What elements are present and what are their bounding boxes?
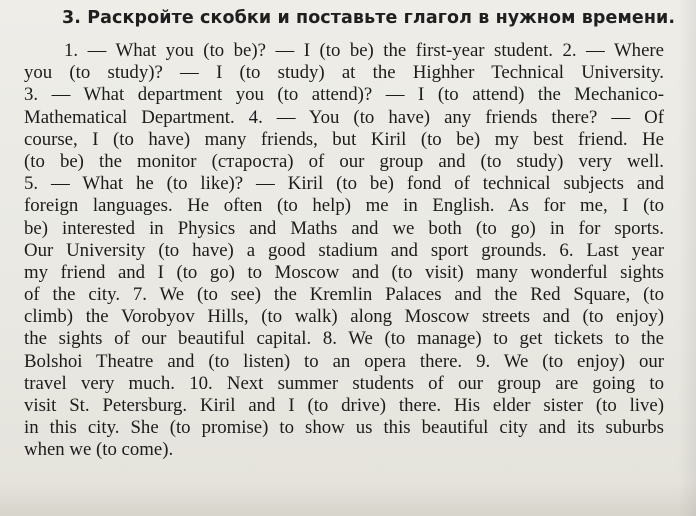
text-line: visit St. Petersburg. Kiril and I (to drive) there. His elder sister (to live) (24, 395, 664, 416)
text-line: climb) the Vorobyov Hills, (to walk) along Moscow streets and (to enjoy) (24, 306, 664, 328)
text-line: travel very much. 10. Next summer students of our group are going to (24, 372, 664, 394)
text-line: you (to study)? — I (to study) at the Highher Technical University. (24, 62, 664, 84)
text-line: of the city. 7. We (to see) the Kremlin Palaces and the Red Square, (to (24, 284, 664, 306)
text-line: be) interested in Physics and Maths and we both (to go) in for sports. (24, 217, 664, 239)
text-line: my friend and I (to go) to Moscow and (to visit) many wonderful sights (24, 261, 664, 283)
text-line: Mathematical Department. 4. — You (to have) any friends there? — Of (24, 106, 664, 128)
page-edge-shadow (678, 0, 696, 516)
text-line: foreign languages. He often (to help) me in English. As for me, I (to (24, 195, 664, 217)
text-line: in this city. She (to promise) to show us this beautiful city and its suburbs (24, 417, 664, 439)
exercise-text (24, 40, 664, 462)
text-line: Bolshoi Theatre and (to listen) to an opera there. 9. We (to enjoy) our (24, 350, 664, 372)
page-bottom-shadow (0, 482, 696, 516)
exercise-heading: 3. Раскройте скобки и поставьте глагол в нужном времени. (62, 8, 676, 28)
text-line: (to be) the monitor (староста) of our group and (to study) very well. (24, 150, 664, 172)
text-line: when we (to come). (24, 439, 174, 461)
text-line: Our University (to have) a good stadium and sport grounds. 6. Last year (24, 239, 664, 261)
text-line: the sights of our beautiful capital. 8. We (to manage) to get tickets to the (24, 328, 664, 350)
text-line: 5. — What he (to like)? — Kiril (to be) fond of technical subjects and (24, 173, 664, 195)
text-line: course, I (to have) many friends, but Kiril (to be) my best friend. He (24, 128, 664, 150)
text-line: 3. — What department you (to attend)? — I (to attend) the Mechanico- (24, 84, 664, 106)
text-line: 1. — What you (to be)? — I (to be) the first-year student. 2. — Where (64, 40, 664, 61)
